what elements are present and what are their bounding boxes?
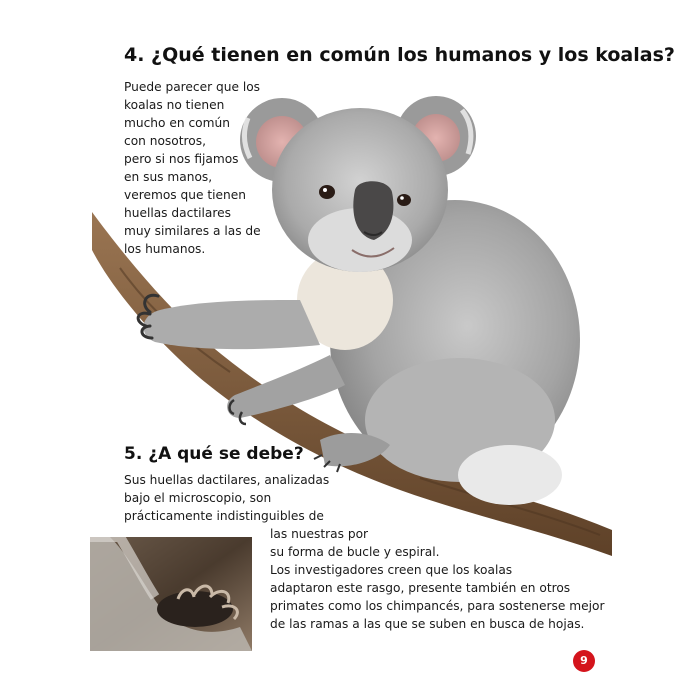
- text-line: huellas dactilares: [124, 206, 231, 220]
- text-line: los humanos.: [124, 242, 206, 256]
- text-line: con nosotros,: [124, 134, 206, 148]
- section-5-paragraph-top: [124, 471, 329, 525]
- page-number-badge: 9: [573, 650, 595, 672]
- text-line: Sus huellas dactilares, analizadas: [124, 473, 330, 487]
- text-line: pero si nos fijamos: [124, 152, 239, 166]
- section-5-paragraph-bottom: [270, 525, 604, 633]
- text-line: prácticamente indistinguibles de: [124, 509, 324, 523]
- text-line: su forma de bucle y espiral.: [270, 545, 440, 559]
- section-5-heading: 5. ¿A qué se debe?: [124, 444, 304, 464]
- text-line: koalas no tienen: [124, 98, 225, 112]
- text-line: muy similares a las de: [124, 224, 261, 238]
- text-line: adaptaron este rasgo, presente también en otros: [270, 581, 571, 595]
- text-line: en sus manos,: [124, 170, 213, 184]
- text-line: de las ramas a las que se suben en busca de hojas.: [270, 617, 585, 631]
- section-4-heading: 4. ¿Qué tienen en común los humanos y los koalas?: [124, 44, 675, 66]
- text-line: mucho en común: [124, 116, 230, 130]
- text-line: Los investigadores creen que los koalas: [270, 563, 513, 577]
- text-line: las nuestras por: [270, 527, 369, 541]
- text-line: veremos que tienen: [124, 188, 246, 202]
- text-line: bajo el microscopio, son: [124, 491, 272, 505]
- text-line: Puede parecer que los: [124, 80, 261, 94]
- koala-paw-closeup-image: [90, 537, 252, 651]
- text-line: primates como los chimpancés, para sostenerse mejor: [270, 599, 605, 613]
